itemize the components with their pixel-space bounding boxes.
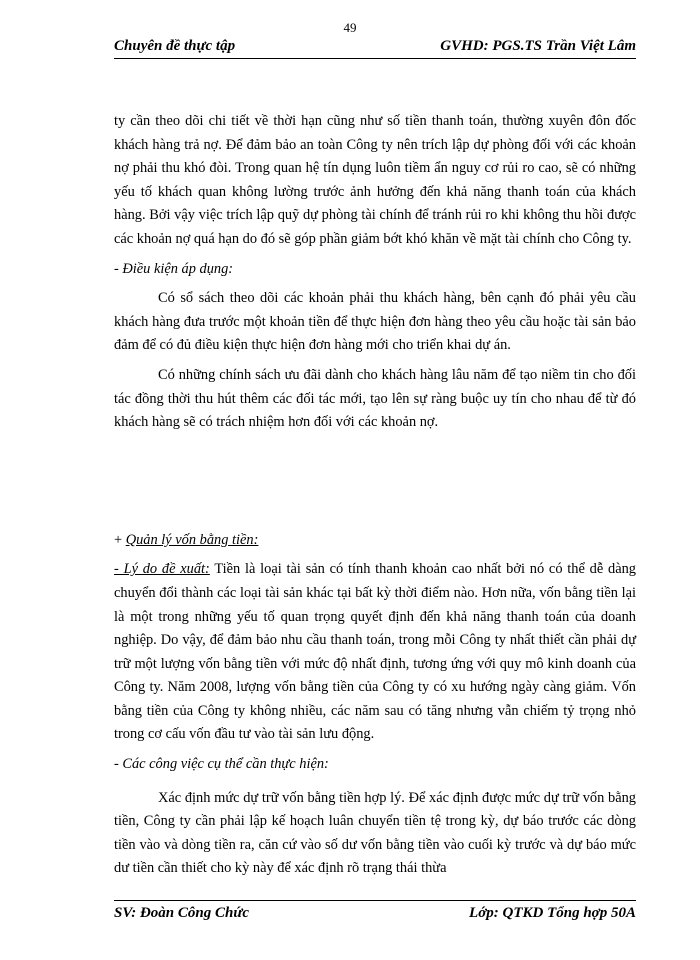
document-body [114, 110, 636, 881]
section-heading-cash-management [114, 529, 636, 553]
section-prefix: + [114, 531, 126, 548]
reason-text: Tiền là loại tài sản có tính thanh khoản cao nhất bởi nó có thể dễ dàng chuyển đổi thành các loại tài sản khác tại bất kỳ thời điểm nào. Hơn nữa, vốn bằng tiền lại là một trong những yếu tố quan trọng quyết định đến khả năng thanh toán của doanh nghiệp. Do vậy, để đảm bảo nhu cầu thanh toán, trong mỗi Công ty nhất thiết cần phải dự trữ một lượng vốn bằng tiền với mức độ nhất định, tương ứng với quy mô kinh doanh của Công ty. Năm 2008, lượng vốn bằng tiền của Công ty có xu hướng ngày càng giảm. Vốn bằng tiền của Công ty không nhiều, các năm sau có tăng nhưng vẫn chiếm tỷ trọng nhỏ trong cơ cấu vốn đầu tư vào tài sản lưu động. [114, 561, 636, 743]
footer-class: Lớp: QTKD Tổng hợp 50A [469, 905, 636, 921]
page-number: 49 [343, 20, 357, 35]
blank-space [114, 435, 636, 523]
label-conditions: - Điều kiện áp dụng: [114, 260, 234, 277]
paragraph-debt-monitoring: ty cần theo dõi chi tiết về thời hạn cũng như số tiền thanh toán, thường xuyên đôn đốc khách hàng trả nợ. Để đảm bảo an toàn Công ty nên trích lập dự phòng đối với các khoản nợ phải thu khó đòi. Trong quan hệ tín dụng luôn tiềm ẩn nguy cơ rủi ro cao, sẽ có những yếu tố khách quan không lường trước ảnh hưởng đến khả năng thanh toán của khách hàng. Bởi vậy việc trích lập quỹ dự phòng tài chính để tránh rủi ro khi không thu hồi được các khoản nợ quá hạn do đó sẽ góp phần giảm bớt khó khăn về mặt tài chính cho Công ty. [114, 113, 636, 247]
page-header [114, 38, 636, 59]
paragraph-conditions-policies: Có những chính sách ưu đãi dành cho khách hàng lâu năm để tạo niềm tin cho đối tác đồng thời thu hút thêm các đối tác mới, tạo lên sự ràng buộc uy tín cho nhau để từ đó khách hàng sẽ có trách nhiệm hơn đối với các khoản nợ. [114, 366, 636, 431]
page-footer [114, 900, 636, 921]
header-title: Chuyên đề thực tập [114, 38, 236, 54]
reason-label: - Lý do đề xuất: [114, 561, 210, 578]
paragraph-conditions-records: Có sổ sách theo dõi các khoản phải thu khách hàng, bên cạnh đó phải yêu cầu khách hàng đưa trước một khoản tiền để thực hiện đơn hàng theo yêu cầu hoặc tài sản bảo đảm để có đủ điều kiện thực hiện đơn hàng mới cho triển khai dự án. [114, 290, 636, 354]
section-title: Quản lý vốn bằng tiền: [125, 531, 259, 548]
label-tasks: - Các công việc cụ thể cần thực hiện: [114, 756, 329, 773]
paragraph-reason [114, 558, 636, 747]
header-advisor: GVHD: PGS.TS Trần Việt Lâm [440, 38, 636, 54]
paragraph-cash-reserve: Xác định mức dự trữ vốn bằng tiền hợp lý. Để xác định được mức dự trữ vốn bằng tiền, Công ty cần phải lập kế hoạch luân chuyển tiền tệ trong kỳ, dự báo trước các dòng tiền vào và dòng tiền ra, căn cứ vào số dư vốn bằng tiền vào cuối kỳ trước và dự báo mức dư tiền cần thiết cho kỳ này để xác định rõ trạng thái thừa [114, 789, 636, 877]
footer-student: SV: Đoàn Công Chức [114, 905, 249, 921]
